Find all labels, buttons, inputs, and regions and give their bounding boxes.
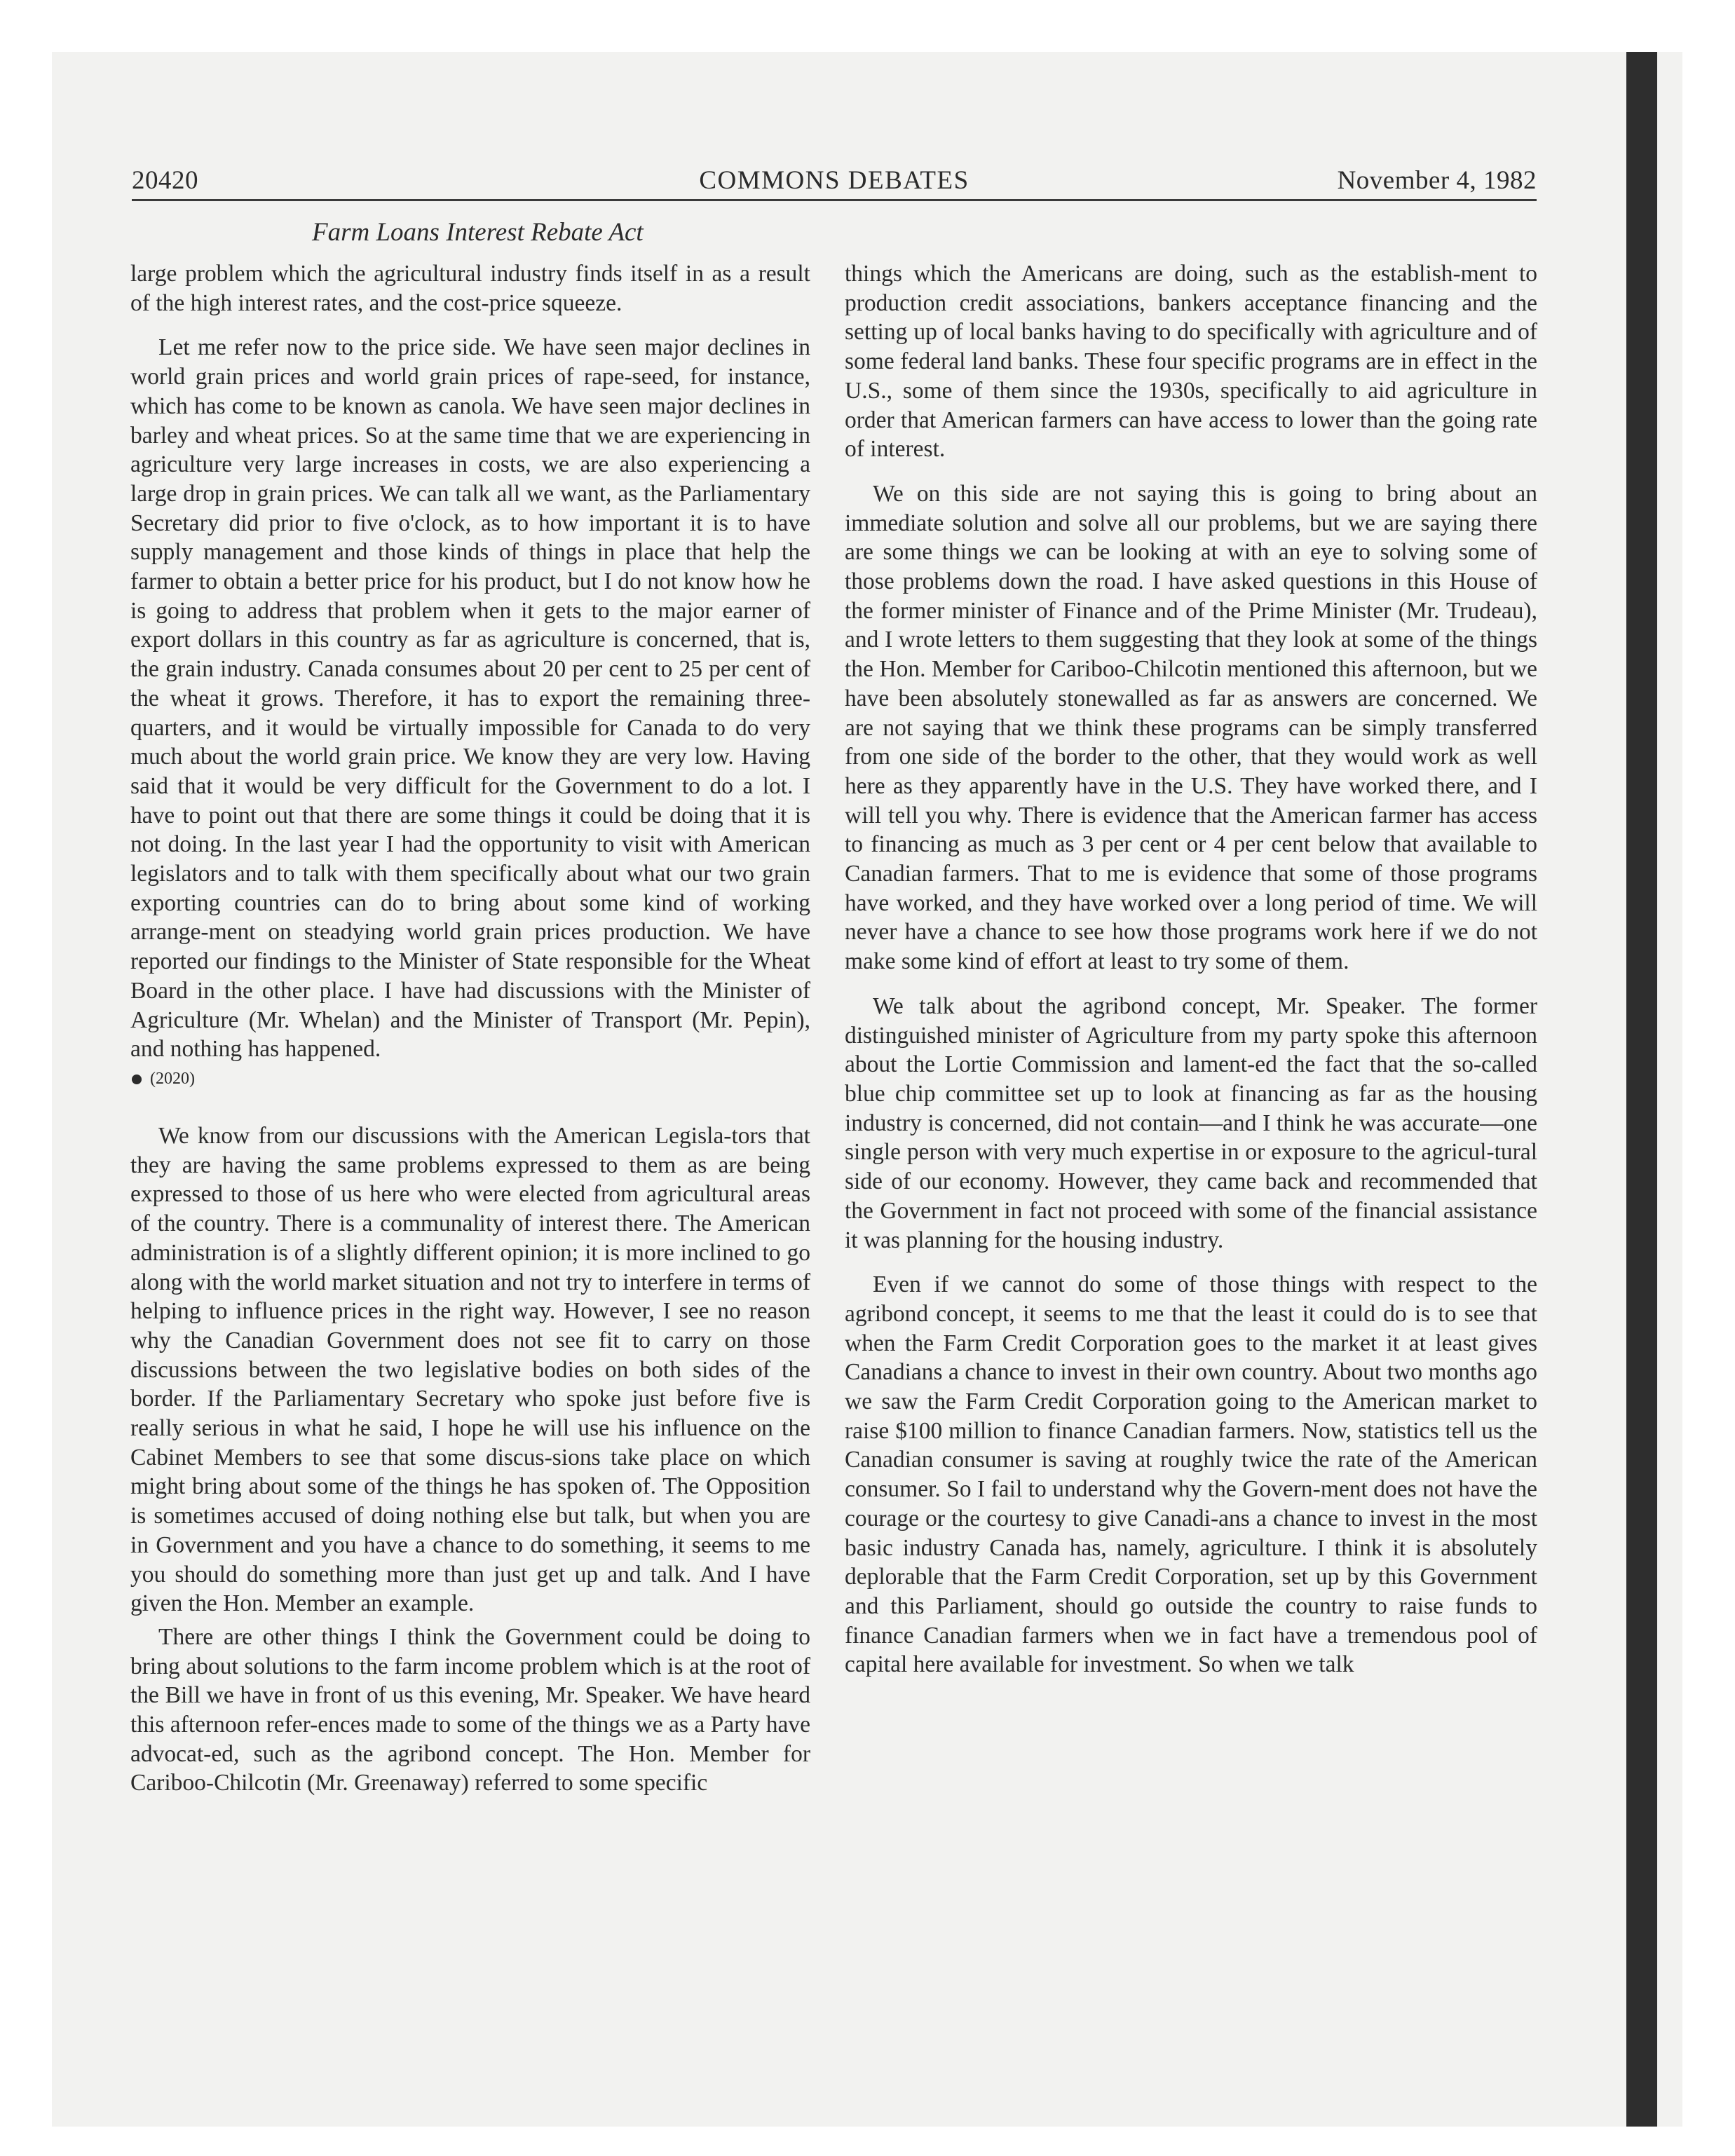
left-column <box>130 259 810 1813</box>
journal-title: COMMONS DEBATES <box>699 166 969 195</box>
right-paragraph-4: Even if we cannot do some of those things with respect to the agribond concept, it seems to me that the least it could do is to see that when the Farm Credit Corporation goes to the market it at least gives Canadians a chance to invest in their own country. About two months ago we saw the Farm Credit Corporation going to the American market to raise $100 million to finance Canadian farmers. Now, statistics tell us the Canadian consumer is saving at roughly twice the rate of the American consumer. So I fail to understand why the Govern-ment does not have the courage or the courtesy to give Canadi-ans a chance to invest in the most basic industry Canada has, namely, agriculture. I think it is absolutely deplorable that the Farm Credit Corporation, set up by this Government and this Parliament, should go outside the country to raise funds to finance Canadian farmers when we in fact have a tremendous pool of capital here available for investment. So when we talk <box>845 1271 1537 1678</box>
left-paragraph-4: There are other things I think the Government could be doing to bring about solutions to the farm income problem which is at the root of the Bill we have in front of us this evening, Mr. Speaker. We have heard this afternoon refer-ences made to some of the things we as a Party have advocat-ed, such as the agribond concept. The Hon. Member for Cariboo-Chilcotin (Mr. Greenaway) referred to some specific <box>130 1623 810 1796</box>
page-number: 20420 <box>132 166 198 195</box>
right-paragraph-3: We talk about the agribond concept, Mr. Speaker. The former distinguished minister of Agriculture from my party spoke this afternoon about the Lortie Commission and lament-ed the fact that the so-called blue chip committee set up to look at financing as far as the housing industry is concerned, did not contain—and I think he was accurate—one single person with very much expertise in or exposure to the agricul-tural side of our economy. However, they came back and recommended that the Government in fact not proceed with some of the financial assistance it was planning for the housing industry. <box>845 992 1537 1253</box>
scan-edge-bar <box>1626 52 1657 2127</box>
time-marker-label: (2020) <box>150 1069 195 1088</box>
page-header <box>132 165 1537 201</box>
left-paragraph-3: We know from our discussions with the American Legisla-tors that they are having the same problems expressed to them as are being expressed to those of us here who were elected from agricultural areas of the country. There is a communality of interest there. The American administration is of a slightly different opinion; it is more inclined to go along with the world market situation and not try to interfere in terms of helping to influence prices in the right way. However, I see no reason why the Canadian Government does not see fit to carry on those discussions between the two legislative bodies on both sides of the border. If the Parliamentary Secretary who spoke just before five is really serious in what he said, I hope he will use his influence on the Cabinet Members to see that some discus-sions take place on which might bring about some of the things he has spoken of. The Opposition is sometimes accused of doing nothing else but talk, but when you are in Government and you have a chance to do something, it seems to me you should do something more than just get up and talk. And I have given the Hon. Member an example. <box>130 1122 810 1617</box>
left-paragraph-2: Let me refer now to the price side. We have seen major declines in world grain prices and world grain prices of rape-seed, for instance, which has come to be known as canola. We have seen major declines in barley and wheat prices. So at the same time that we are experiencing in agriculture very large increases in costs, we are also experiencing a large drop in grain prices. We can talk all we want, as the Parliamentary Secretary did prior to five o'clock, as to how important it is to have supply management and those kinds of things in place that help the farmer to obtain a better price for his product, but I do not know how he is going to address that problem when it gets to the major earner of export dollars in this country as far as agriculture is concerned, that is, the grain industry. Canada consumes about 20 per cent to 25 per cent of the wheat it grows. Therefore, it has to export the remaining three-quarters, and it would be virtually impossible for Canada to do very much about the world grain price. We know they are very low. Having said that it would be very difficult for the Government to do a lot. I have to point out that there are some things it could be doing that it is not doing. In the last year I had the opportunity to visit with American legislators and to talk with them specifically about what our two grain exporting countries can do to bring about some kind of working arrange-ment on steadying world grain prices production. We have reported our findings to the Minister of State responsible for the Wheat Board in the other place. I have had discussions with the Minister of Agriculture (Mr. Whelan) and the Minister of Transport (Mr. Pepin), and nothing has happened. <box>130 334 810 1063</box>
right-column <box>845 259 1537 1695</box>
bullet-icon <box>132 1074 142 1084</box>
left-paragraph-1: large problem which the agricultural industry finds itself in as a result of the high interest rates, and the cost-price squeeze. <box>130 261 810 316</box>
time-marker <box>130 1068 810 1089</box>
right-paragraph-2: We on this side are not saying this is going to bring about an immediate solution and solve all our problems, but we are saying there are some things we can be looking at with an eye to solving some of those problems down the road. I have asked questions in this House of the former minister of Finance and of the Prime Minister (Mr. Trudeau), and I wrote letters to them suggesting that they look at some of the things the Hon. Member for Cariboo-Chilcotin mentioned this afternoon, but we have been absolutely stonewalled as far as answers are concerned. We are not saying that we think these programs can be simply transferred from one side of the border to the other, that they would work as well here as they apparently have in the U.S. They have worked there, and I will tell you why. There is evidence that the American farmer has access to financing as much as 3 per cent or 4 per cent below that available to Canadian farmers. That to me is evidence that some of those programs have worked, and they have worked over a long period of time. We will never have a chance to see how those programs work here if we do not make some kind of effort at least to try some of them. <box>845 480 1537 975</box>
running-title: Farm Loans Interest Rebate Act <box>312 218 644 247</box>
page-date: November 4, 1982 <box>1337 166 1537 195</box>
right-paragraph-1: things which the Americans are doing, such as the establish-ment to production credit associations, bankers acceptance financing and the setting up of local banks having to do specifically with agriculture and of some federal land banks. These four specific programs are in effect in the U.S., some of them since the 1930s, specifically to aid agriculture in order that American farmers can have access to lower than the going rate of interest. <box>845 261 1537 463</box>
